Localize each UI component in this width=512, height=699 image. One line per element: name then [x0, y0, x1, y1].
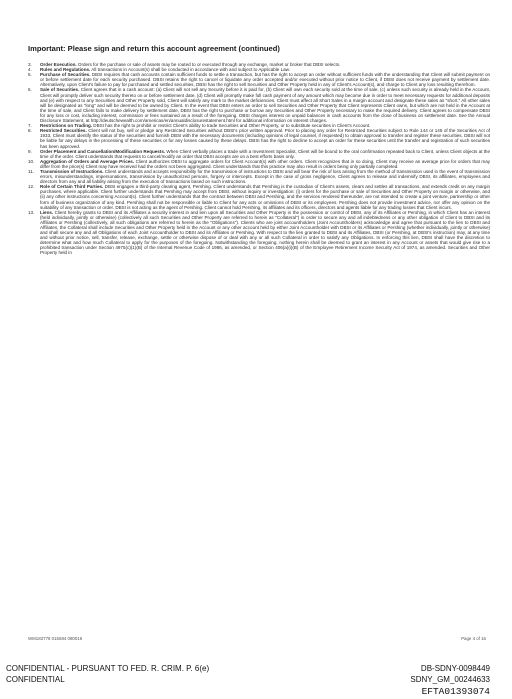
clause-number: 7.: [28, 123, 32, 129]
clause-text: [40, 169, 490, 184]
agreement-body: [28, 62, 490, 627]
clause-body: DBSI requires that cash accounts contain sufficient funds to settle a transaction, but has the right to accept an order without sufficient funds with the understanding that Client will submit payment on or before settlement date for each security purchased. DBSI retains the right to cancel or liquidate any order accepted and/or executed without prior notice to Client, if DBSI does not receive payment by settlement date. Alternatively, upon Client's failure to pay for purchased and settled securities, DBSI has the right to sell Securities and Other Property held in any of Client's Account(s), and charge to Client any loss resulting therefrom.: [40, 72, 490, 88]
clause-text: [40, 210, 490, 256]
clause-number: 13.: [28, 209, 35, 215]
clause-text: [40, 128, 490, 148]
page-heading: Important: Please sign and return this account agreement (continued): [28, 44, 280, 53]
clause-item: [28, 128, 490, 148]
clause-number: 5.: [28, 72, 32, 78]
clause-number: 9.: [28, 148, 32, 154]
clause-body: DBSI has the right to prohibit or restrict Client's ability to trade Securities and Other Property, or to substitute securities in Client's Account.: [92, 123, 371, 129]
bates-number-db: DB-SDNY-0098449: [420, 664, 490, 673]
clause-title: Rules and Regulations.: [40, 67, 91, 73]
clause-title: Restrictions on Trading.: [40, 123, 93, 129]
clause-number: 6.: [28, 87, 32, 93]
clause-body: Orders for the purchase or sale of assets may be routed to or executed through any exchange, market or broker that DBSI selects.: [76, 62, 341, 67]
clause-body: Client will not buy, sell or pledge any Restricted Securities without DBSI's prior written approval. Prior to placing any order for Restricted Securities subject to Rule 144 or 145 of the Securities Act of 1933, Client must identify the status of the securities and furnish DBSI with the necessary documents (including opinions of legal counsel, if requested) to obtain approval to transfer and register these securities. DBSI will not be liable for any delays in the processing of these securities or for any losses caused by these delays. DBSI has the right to decline to accept an order for these securities until the transfer and registration of such securities has been approved.: [40, 128, 490, 149]
clause-number: 11.: [28, 168, 34, 174]
clause-body: Client hereby grants to DBSI and its Affiliates a security interest in and lien upon all Securities and Other Property in the possession or control of DBSI, any of its Affiliates or Pershing, in which Client has an interest (held individually, jointly or otherwise) (collectively all such Securities and Other Property are referred to herein as "Collateral") in order to secure any and all indebtedness or any other obligation of Client to DBSI and its Affiliates or Pershing (collectively, all such obligations are referred to herein as the "Obligations"). Clients who are joint accountholders (Joint Accountholders) acknowledge and agree that pursuant to the lien to DBSI and Affiliates, the Collateral shall include Securities and Other Property held in the Account or any other account held by either Joint Accountholder with DBSI or its Affiliates or Pershing (whether individually, jointly or otherwise) and shall secure any and all Obligations of each Joint Accountholder to DBSI and its Affiliates or Pershing. With respect to the lien granted to DBSI and its Affiliates, DBSI (or Pershing, at DBSI's instruction) may, at any time and without prior notice, sell, transfer, release, exchange, settle or otherwise dispose of or deal with any or all such Collateral in order to satisfy any Obligations. In enforcing this lien, DBSI shall have the discretion to determine what and how much Collateral to apply for the purposes of the foregoing. Notwithstanding the foregoing, nothing herein shall be deemed to grant an interest in any Account or assets that would give rise to a prohibited transaction under Section 4975(c)(1)(B) of the Internal Revenue Code of 1986, as amended, or Section 406(a)(i)(B) of the Employee Retirement Income Security Act of 1974, as amended. Securities and Other Property held in: [40, 209, 490, 256]
clause-number: 4.: [28, 67, 32, 73]
clause-item: [28, 87, 490, 123]
clause-number: 10.: [28, 158, 35, 164]
clause-item: [28, 159, 490, 169]
clause-title: Order Execution.: [40, 62, 77, 67]
clause-title: Liens.: [40, 209, 54, 215]
bates-number-sdny: SDNY_GM_00244633: [410, 675, 490, 684]
clause-text: [40, 72, 490, 87]
confidential-notice: CONFIDENTIAL - PURSUANT TO FED. R. CRIM. P. 6(e): [6, 664, 210, 673]
clause-item: [28, 184, 490, 209]
clause-body: Client agrees that in a cash account: (a) Client will not sell any Security before it is paid for, (b) Client will own each security sold at the time of sale, (c) unless such security is already held in the Account, Client will promptly deliver such security thereto on or before settlement date, (d) Client will promptly make full cash payment of any amount which may become due in order to meet necessary requests for additional deposits and (e) with respect to any Securities and Other Property sold, Client will satisfy any mark to the market deficiencies. Client must affect all Short Sales in a margin account and designate these sales as "short." All other sales will be designated as "long" and will be deemed to be owned by Client. In the event that DBSI enters an order to sell Securities and Other Property that Client represents Client owns, but which are not held in the Account at the time of sale, and Client fails to make delivery by settlement date, DBSI has the right to purchase or borrow any Securities and Other Property necessary to make the required delivery. Client agrees to compensate DBSI for any loss or cost, including interest, commission or fees sustained as a result of the foregoing. DBSI charges interest on unpaid balances in cash accounts from the close of business on settlement date. See the Annual Disclosure Statement, at http://deutschewealth.com/americas/en/annualdisclosurestatement.html for additional information on interest charges.: [40, 87, 490, 124]
clause-title: Aggregation of Orders and Average Prices.: [40, 158, 135, 164]
clause-number: 3.: [28, 62, 32, 67]
clause-number: 8.: [28, 128, 32, 134]
clause-title: Restricted Securities.: [40, 128, 87, 134]
clause-title: Purchase of Securities.: [40, 72, 91, 78]
clause-body: Client understands and accepts responsibility for the transmission of instructions to DBSI and will bear the risk of loss arising from the method of transmission used in the event of transmission errors, misunderstandings, impersonations, transmission by unauthorized persons, forgery or intercepts. Except in the case of gross negligence, Client agrees to release and indemnify DBSI, its affiliates, employees and directors from any and all liability arising from the execution of transactions based on such instructions.: [40, 168, 490, 185]
clause-text: [40, 87, 490, 123]
clause-item: [28, 149, 490, 159]
form-code: WM183778 015684 080016: [28, 636, 83, 641]
page-number: Page 4 of 16: [461, 636, 486, 641]
clause-body: Client authorizes DBSI to aggregate orders for Client Account(s) with other orders. Client recognizes that in so doing, Client may receive an average price for orders that may differ from the price(s) Client may have received had the orders not been aggregated. Client understands that this practice may also result in orders being only partially completed.: [40, 158, 490, 169]
clause-title: Order Placement and Cancellation/Modification Requests.: [40, 148, 166, 154]
clause-body: DBSI engages a third-party clearing agent, Pershing. Client understands that Pershing is the custodian of Client's assets, clears and settles all transactions, and extends credit on any margin purchases, where applicable. Client further understands that Pershing may accept from DBSI, without inquiry or investigation: (i) orders for the purchase or sale of Securities and Other Property on margin or otherwise, and (ii) any other instructions concerning Account(s). Client further understands that the contract between DBSI and Pershing, and the services rendered thereunder, are not intended to create a joint venture, partnership or other form of business organization of any kind. Pershing shall not be responsible or liable to Client for any acts or omissions of DBSI or its employees. Pershing does not provide investment advice, nor offer any opinion on the suitability of any transaction or order. DBSI is not acting as the agent of Pershing. Client cannot hold Pershing, its affiliates and its officers, directors and agents liable for any trading losses that Client incurs.: [40, 184, 490, 210]
clause-number: 12.: [28, 184, 35, 190]
clause-item: [28, 169, 490, 184]
clause-title: Sale of Securities.: [40, 87, 80, 93]
clause-text: [40, 184, 490, 209]
clause-text: [40, 149, 490, 159]
clause-title: Role of Certain Third Parties.: [40, 184, 104, 190]
confidential-label: CONFIDENTIAL: [6, 675, 65, 684]
clause-body: All transactions in Account(s) shall be conducted in accordance with and subject to Applicable Law.: [90, 67, 290, 73]
efta-number: EFTA01393074: [421, 686, 490, 697]
clause-body: When Client verbally places a trade with a Investment Specialist, Client will be bound to the oral confirmation repeated back to Client, unless Client objects at the time of the order. Client understands that requests to cancel/modify an order that DBSI accepts are on a best efforts basis only.: [40, 148, 490, 159]
clause-title: Transmission of Instructions.: [40, 168, 104, 174]
clause-text: [40, 159, 490, 169]
clause-item: [28, 210, 490, 256]
clause-item: [28, 72, 490, 87]
